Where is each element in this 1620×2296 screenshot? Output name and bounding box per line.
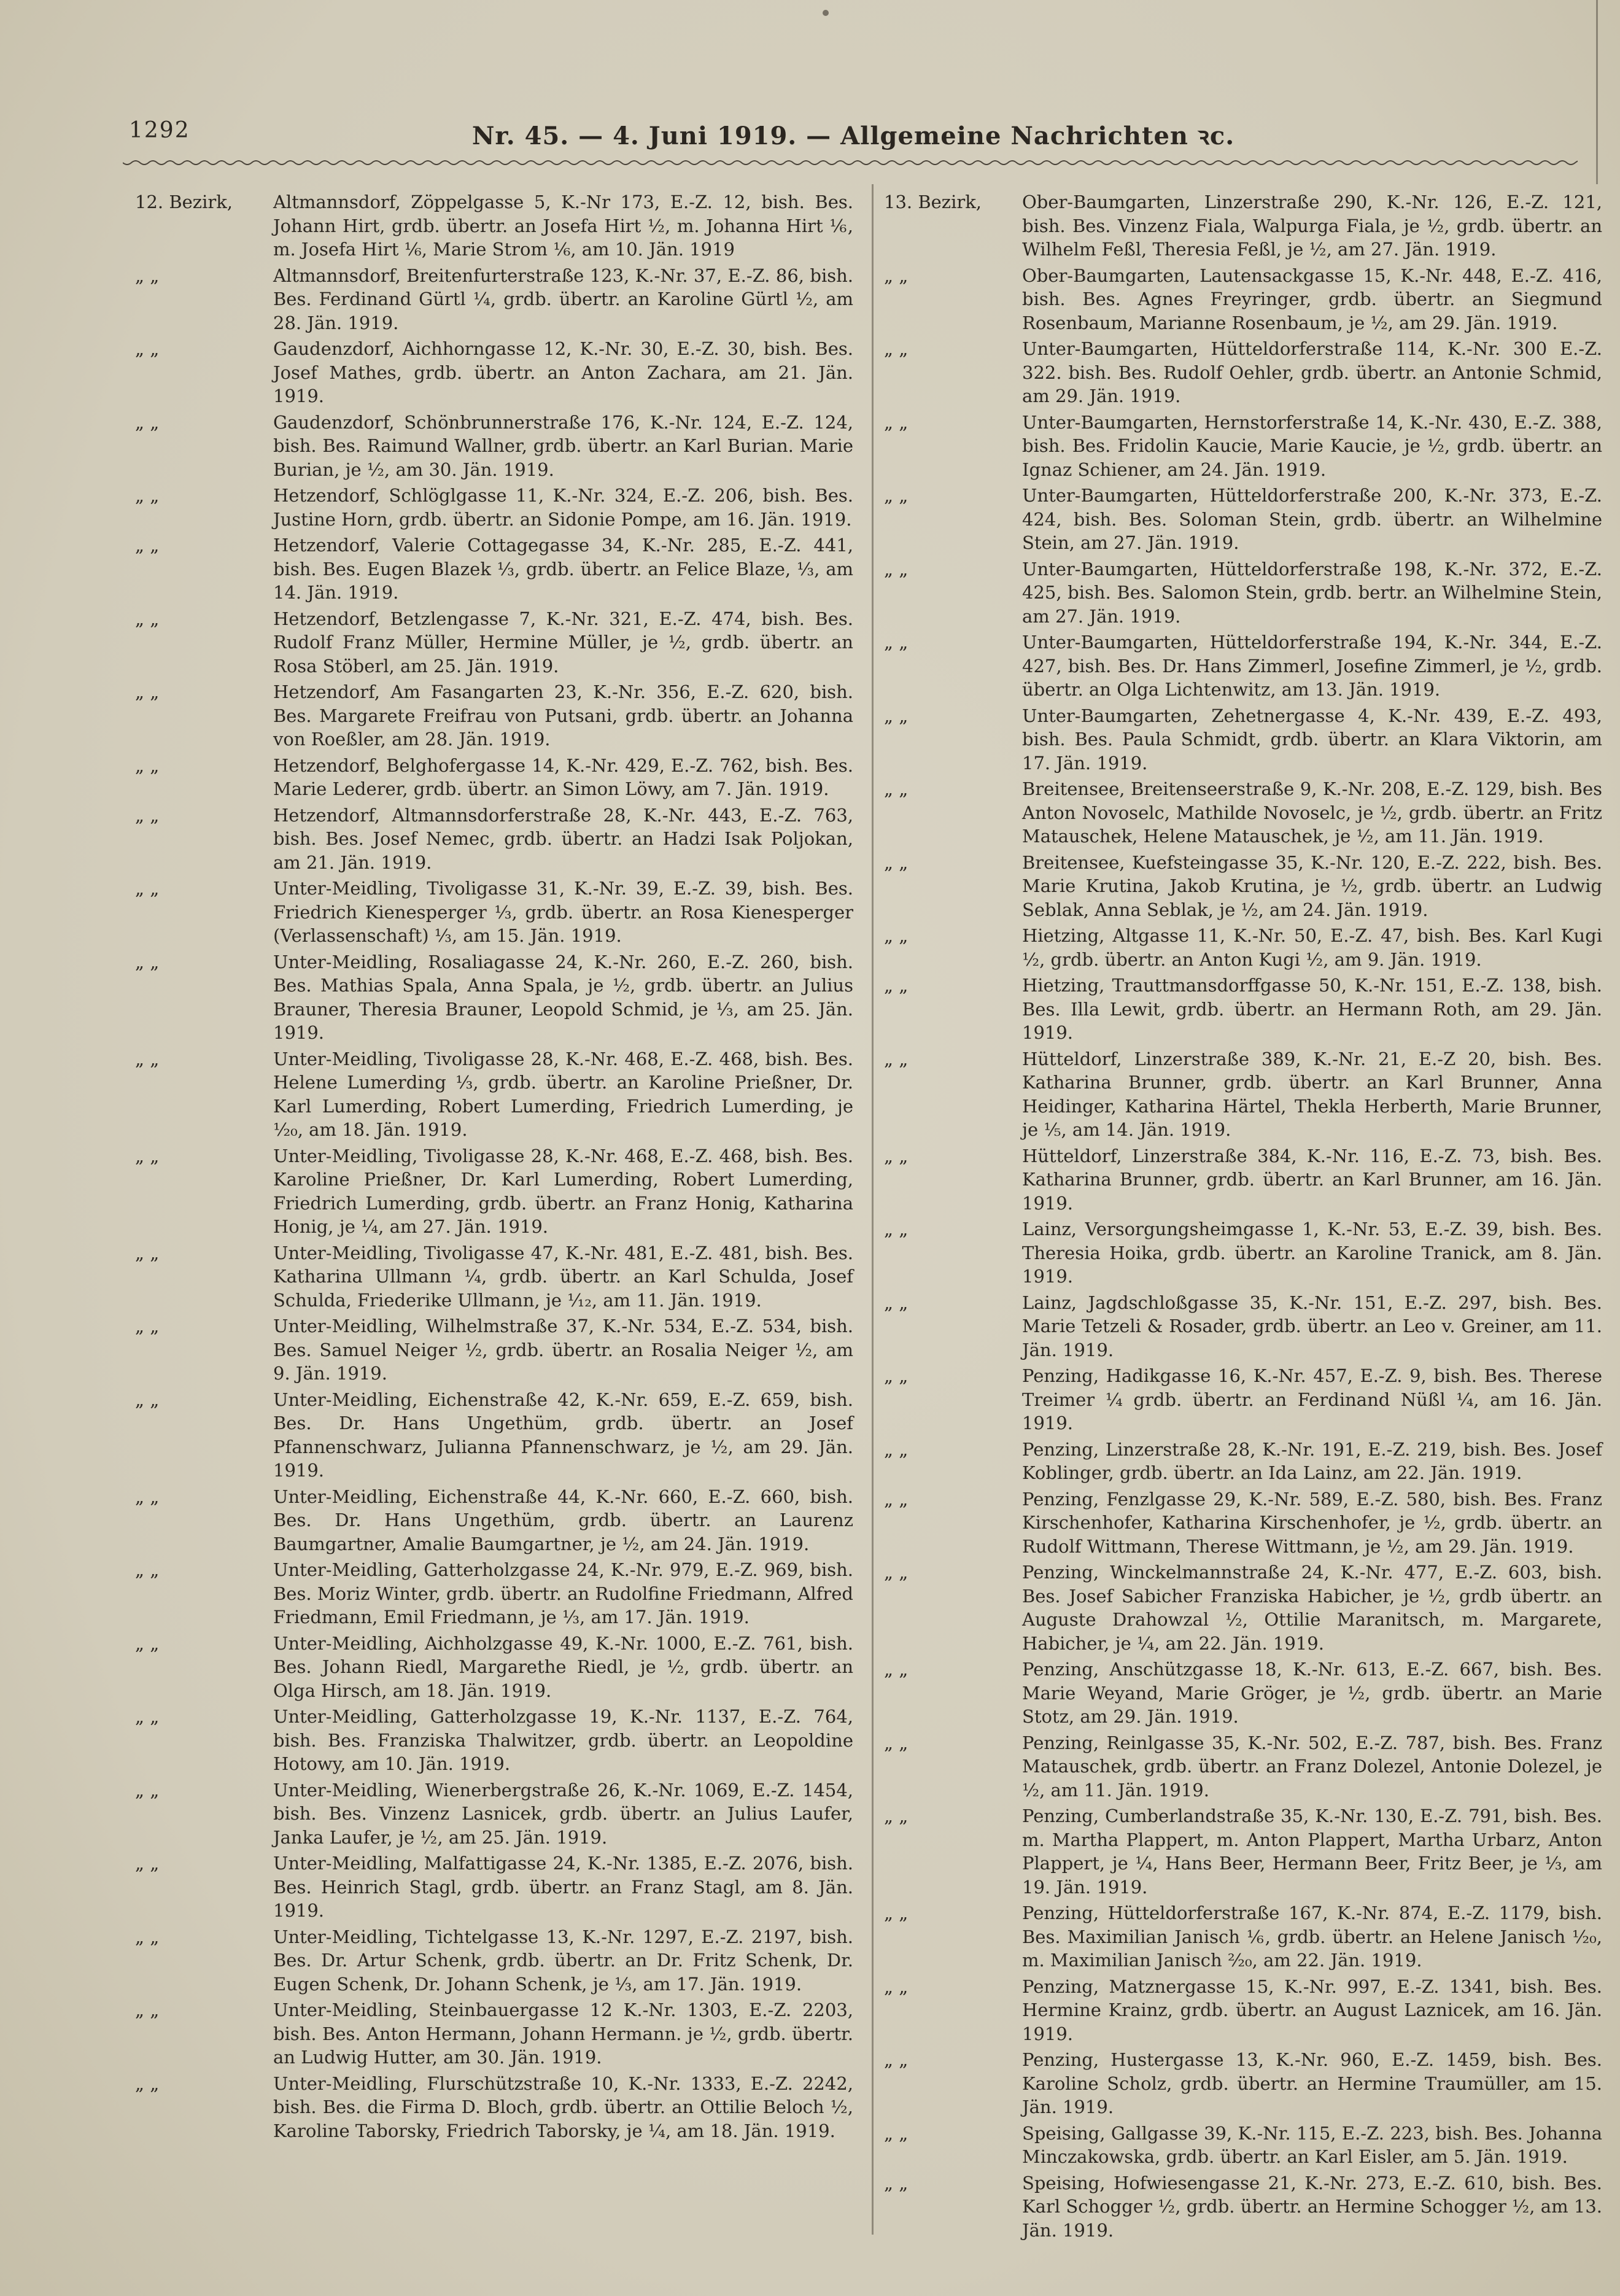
- entry-text: Breitensee, Kuefsteingasse 35, K.-Nr. 120, E.-Z. 222, bish. Bes. Marie Krutina, Jakob Krutina, je ½, grdb. übertr. an Ludwig Seblak, Anna Seblak, je ½, am 24. Jän. 1919.: [1022, 851, 1602, 920]
- register-entry: [884, 264, 1602, 335]
- register-entry: [884, 704, 1602, 775]
- entry-text: Unter-Meidling, Flurschützstraße 10, K.-Nr. 1333, E.-Z. 2242, bish. Bes. die Firma D. Bloch, grdb. übertr. an Ottilie Beloch ½, Karoline Taborsky, Friedrich Taborsky, je ¼, am 18. Jän. 1919.: [273, 2073, 853, 2141]
- entry-district-prefix: „ „: [135, 1316, 160, 1336]
- entry-district-prefix: 12. Bezirk,: [135, 192, 233, 212]
- column-divider: [872, 184, 874, 2235]
- entry-district-prefix: „ „: [884, 975, 909, 996]
- entry-district-prefix: „ „: [884, 705, 909, 726]
- entry-district-prefix: „ „: [135, 411, 160, 433]
- entry-text: Ober-Baumgarten, Lautensackgasse 15, K.-Nr. 448, E.-Z. 416, bish. Bes. Agnes Freyringer, grdb. übertr. an Siegmund Rosenbaum, Marianne Rosenbaum, je ½, am 29. Jän. 1919.: [1022, 265, 1602, 333]
- entry-district-prefix: „ „: [884, 1488, 909, 1510]
- entry-district-prefix: „ „: [884, 485, 909, 506]
- entry-district-prefix: „ „: [135, 1706, 160, 1727]
- register-entry: [135, 1388, 853, 1483]
- register-entry: [884, 2048, 1602, 2119]
- entry-district-prefix: „ „: [884, 411, 909, 433]
- entry-text: Unter-Meidling, Tivoligasse 31, K.-Nr. 39, E.-Z. 39, bish. Bes. Friedrich Kienesperger ⅓, grdb. übertr. an Rosa Kienesperger (Verlassenschaft) ⅓, am 15. Jän. 1919.: [273, 878, 853, 946]
- register-entry: [135, 680, 853, 751]
- register-entry: [135, 337, 853, 408]
- entry-district-prefix: „ „: [884, 1145, 909, 1166]
- register-entry: [135, 804, 853, 875]
- entry-text: Unter-Meidling, Steinbauergasse 12 K.-Nr. 1303, E.-Z. 2203, bish. Bes. Anton Hermann, Johann Hermann. je ½, grdb. übertr. an Ludwig Hutter, am 30. Jän. 1919.: [273, 1999, 853, 2068]
- register-entry: [135, 1778, 853, 1850]
- entry-district-prefix: „ „: [135, 878, 160, 899]
- entry-text: Unter-Meidling, Gatterholzgasse 19, K.-Nr. 1137, E.-Z. 764, bish. Bes. Franziska Thalwitzer, grdb. übertr. an Leopoldine Hotowy, am 10. Jän. 1919.: [273, 1706, 853, 1774]
- register-entry: [135, 950, 853, 1045]
- register-entry: [884, 190, 1602, 262]
- entry-district-prefix: „ „: [135, 338, 160, 359]
- entry-text: Lainz, Jagdschloßgasse 35, K.-Nr. 151, E.-Z. 297, bish. Bes. Marie Tetzeli & Rosader, grdb. übertr. an Leo v. Greiner, am 11. Jän. 1919.: [1022, 1292, 1602, 1360]
- register-entry: [135, 190, 853, 262]
- register-entry: [884, 1291, 1602, 1362]
- entry-text: Altmannsdorf, Breitenfurterstraße 123, K.-Nr. 37, E.-Z. 86, bish. Bes. Ferdinand Gürtl ¼, grdb. übertr. an Karoline Gürtl ½, am 28. Jän. 1919.: [273, 265, 853, 333]
- register-entry: [135, 1314, 853, 1386]
- register-entry: [884, 777, 1602, 848]
- entry-text: Hietzing, Trauttmansdorffgasse 50, K.-Nr. 151, E.-Z. 138, bish. Bes. Illa Lewit, grdb. übertr. an Hermann Roth, am 29. Jän. 1919.: [1022, 975, 1602, 1043]
- register-entry: [135, 1485, 853, 1556]
- register-entry: [884, 630, 1602, 702]
- entry-text: Gaudenzdorf, Schönbrunnerstraße 176, K.-Nr. 124, E.-Z. 124, bish. Bes. Raimund Wallner, grdb. übertr. an Karl Burian. Marie Burian, je ½, am 30. Jän. 1919.: [273, 411, 853, 480]
- register-entry: [135, 1852, 853, 1923]
- register-entry: [135, 607, 853, 678]
- entry-text: Unter-Meidling, Gatterholzgasse 24, K.-Nr. 979, E.-Z. 969, bish. Bes. Moriz Winter, grdb. übertr. an Rudolfine Friedmann, Alfred Friedmann, Emil Friedmann, je ⅓, am 17. Jän. 1919.: [273, 1559, 853, 1627]
- entry-district-prefix: „ „: [135, 1145, 160, 1166]
- entry-district-prefix: „ „: [135, 1999, 160, 2020]
- entry-text: Unter-Meidling, Wienerbergstraße 26, K.-Nr. 1069, E.-Z. 1454, bish. Bes. Vinzenz Lasnicek, grdb. übertr. an Julius Laufer, Janka Laufer, je ½, am 25. Jän. 1919.: [273, 1779, 853, 1848]
- register-entry: [884, 1731, 1602, 1802]
- register-entry: [135, 533, 853, 605]
- register-entry: [135, 1144, 853, 1239]
- register-entry: [135, 1705, 853, 1776]
- register-entry: [135, 1998, 853, 2069]
- entry-text: Hütteldorf, Linzerstraße 384, K.-Nr. 116, E.-Z. 73, bish. Bes. Katharina Brunner, grdb. übertr. an Karl Brunner, am 16. Jän. 1919.: [1022, 1145, 1602, 1214]
- entry-district-prefix: „ „: [135, 1926, 160, 1947]
- entry-district-prefix: „ „: [884, 558, 909, 580]
- register-entry: [135, 1047, 853, 1142]
- entry-text: Hetzendorf, Altmannsdorferstraße 28, K.-Nr. 443, E.-Z. 763, bish. Bes. Josef Nemec, grdb. übertr. an Hadzi Isak Poljokan, am 21. Jän. 1919.: [273, 804, 853, 873]
- page-header: [110, 112, 1596, 149]
- entry-text: Altmannsdorf, Zöppelgasse 5, K.-Nr 173, E.-Z. 12, bish. Bes. Johann Hirt, grdb. übertr. an Josefa Hirt ½, m. Johanna Hirt ⅙, m. Josefa Hirt ⅙, Marie Strom ⅙, am 10. Jän. 1919: [273, 192, 853, 260]
- entry-text: Penzing, Hustergasse 13, K.-Nr. 960, E.-Z. 1459, bish. Bes. Karoline Scholz, grdb. übertr. an Hermine Traumüller, am 15. Jän. 1919.: [1022, 2049, 1602, 2117]
- entry-district-prefix: „ „: [884, 1292, 909, 1313]
- register-entry: [884, 1217, 1602, 1289]
- entry-text: Unter-Baumgarten, Hernstorferstraße 14, K.-Nr. 430, E.-Z. 388, bish. Bes. Fridolin Kaucie, Marie Kaucie, je ½, grdb. übertr. an Ignaz Schiener, am 24. Jän. 1919.: [1022, 411, 1602, 480]
- entry-district-prefix: „ „: [135, 2073, 160, 2094]
- entry-district-prefix: 13. Bezirk,: [884, 192, 982, 212]
- register-entry: [884, 411, 1602, 482]
- register-entry: [884, 1438, 1602, 1485]
- entry-text: Speising, Hofwiesengasse 21, K.-Nr. 273, E.-Z. 610, bish. Bes. Karl Schogger ½, grdb. übertr. an Hermine Schogger ½, am 13. Jän. 1919.: [1022, 2172, 1602, 2241]
- register-entry: [884, 2171, 1602, 2243]
- entry-text: Hetzendorf, Schlöglgasse 11, K.-Nr. 324, E.-Z. 206, bish. Bes. Justine Horn, grdb. übertr. an Sidonie Pompe, am 16. Jän. 1919.: [273, 485, 853, 530]
- print-dot-mark: [823, 10, 829, 16]
- entry-text: Penzing, Reinlgasse 35, K.-Nr. 502, E.-Z. 787, bish. Bes. Franz Matauschek, grdb. übertr. an Franz Dolezel, Antonie Dolezel, je ½, am 11. Jän. 1919.: [1022, 1732, 1602, 1801]
- entry-text: Penzing, Hadikgasse 16, K.-Nr. 457, E.-Z. 9, bish. Bes. Therese Treimer ¼ grdb. übertr. an Ferdinand Nüßl ¼, am 16. Jän. 1919.: [1022, 1365, 1602, 1433]
- entry-district-prefix: „ „: [135, 1048, 160, 1069]
- entry-district-prefix: „ „: [135, 681, 160, 702]
- entry-district-prefix: „ „: [135, 754, 160, 776]
- entry-district-prefix: „ „: [884, 1048, 909, 1069]
- page-title: Nr. 45. — 4. Juni 1919. — Allgemeine Nachrichten ꝛc.: [471, 122, 1235, 150]
- entry-text: Unter-Meidling, Tivoligasse 28, K.-Nr. 468, E.-Z. 468, bish. Bes. Karoline Prießner, Dr. Karl Lumerding, Robert Lumerding, Friedrich Lumerding, grdb. übertr. an Franz Honig, Katharina Honig, je ¼, am 27. Jän. 1919.: [273, 1145, 853, 1237]
- page-number: 1292: [129, 118, 190, 143]
- wavy-divider-line: [123, 157, 1578, 169]
- entry-district-prefix: „ „: [135, 1853, 160, 1874]
- register-entry: [884, 1975, 1602, 2046]
- register-entry: [884, 484, 1602, 555]
- entry-text: Lainz, Versorgungsheimgasse 1, K.-Nr. 53, E.-Z. 39, bish. Bes. Theresia Hoika, grdb. übertr. an Karoline Tranick, am 8. Jän. 1919.: [1022, 1219, 1602, 1287]
- entry-text: Penzing, Fenzlgasse 29, K.-Nr. 589, E.-Z. 580, bish. Bes. Franz Kirschenhofer, Katharina Kirschenhofer, je ½, grdb. übertr. an Rudolf Wittmann, Therese Wittmann, je ½, am 29. Jän. 1919.: [1022, 1488, 1602, 1557]
- entry-district-prefix: „ „: [884, 2122, 909, 2144]
- register-entry: [135, 2072, 853, 2143]
- entry-text: Penzing, Hütteldorferstraße 167, K.-Nr. 874, E.-Z. 1179, bish. Bes. Maximilian Janisch ⅙, grdb. übertr. an Helene Janisch ¹⁄₂₀, m. Maximilian Janisch ²⁄₂₀, am 22. Jän. 1919.: [1022, 1902, 1602, 1971]
- entry-district-prefix: „ „: [884, 1902, 909, 1923]
- entry-text: Penzing, Winckelmannstraße 24, K.-Nr. 477, E.-Z. 603, bish. Bes. Josef Sabicher Franziska Habicher, je ½, grdb übertr. an Auguste Drahowzal ½, Ottilie Maranitsch, m. Margarete, Habicher, je ¼, am 22. Jän. 1919.: [1022, 1562, 1602, 1654]
- entry-text: Unter-Meidling, Rosaliagasse 24, K.-Nr. 260, E.-Z. 260, bish. Bes. Mathias Spala, Anna Spala, je ½, grdb. übertr. an Julius Brauner, Theresia Brauner, Leopold Schmid, je ⅓, am 25. Jän. 1919.: [273, 951, 853, 1043]
- entry-district-prefix: „ „: [884, 925, 909, 946]
- register-entry: [884, 1364, 1602, 1435]
- entry-district-prefix: „ „: [135, 804, 160, 826]
- entry-district-prefix: „ „: [884, 338, 909, 359]
- entry-text: Hetzendorf, Belghofergasse 14, K.-Nr. 429, E.-Z. 762, bish. Bes. Marie Lederer, grdb. übertr. an Simon Löwy, am 7. Jän. 1919.: [273, 754, 853, 799]
- register-entry: [135, 1925, 853, 1996]
- register-entry: [884, 337, 1602, 408]
- entry-text: Unter-Meidling, Malfattigasse 24, K.-Nr. 1385, E.-Z. 2076, bish. Bes. Heinrich Stagl, grdb. übertr. an Franz Stagl, am 8. Jän. 1919.: [273, 1853, 853, 1921]
- entry-district-prefix: „ „: [884, 2172, 909, 2193]
- entry-district-prefix: „ „: [135, 1632, 160, 1654]
- entry-text: Hietzing, Altgasse 11, K.-Nr. 50, E.-Z. 47, bish. Bes. Karl Kugi ½, grdb. übertr. an Anton Kugi ½, am 9. Jän. 1919.: [1022, 925, 1602, 970]
- entry-district-prefix: „ „: [135, 1779, 160, 1801]
- entry-text: Speising, Gallgasse 39, K.-Nr. 115, E.-Z. 223, bish. Bes. Johanna Minczakowska, grdb. übertr. an Karl Eisler, am 5. Jän. 1919.: [1022, 2122, 1602, 2167]
- entry-district-prefix: „ „: [884, 1659, 909, 1680]
- entry-district-prefix: „ „: [884, 2049, 909, 2070]
- entry-text: Penzing, Linzerstraße 28, K.-Nr. 191, E.-Z. 219, bish. Bes. Josef Koblinger, grdb. übertr. an Ida Lainz, am 22. Jän. 1919.: [1022, 1438, 1602, 1483]
- entry-text: Hetzendorf, Betzlengasse 7, K.-Nr. 321, E.-Z. 474, bish. Bes. Rudolf Franz Müller, Hermine Müller, je ½, grdb. übertr. an Rosa Stöberl, am 25. Jän. 1919.: [273, 608, 853, 677]
- register-entry: [135, 1241, 853, 1313]
- register-entry: [884, 974, 1602, 1045]
- register-entry: [884, 1487, 1602, 1559]
- register-entry: [884, 2122, 1602, 2169]
- entry-text: Unter-Meidling, Aichholzgasse 49, K.-Nr. 1000, E.-Z. 761, bish. Bes. Johann Riedl, Margarethe Riedl, je ½, grdb. übertr. an Olga Hirsch, am 18. Jän. 1919.: [273, 1632, 853, 1701]
- entry-district-prefix: „ „: [135, 1242, 160, 1263]
- entry-text: Hütteldorf, Linzerstraße 389, K.-Nr. 21, E.-Z 20, bish. Bes. Katharina Brunner, grdb. übertr. an Karl Brunner, Anna Heidinger, Katharina Härtel, Thekla Herberth, Marie Brunner, je ⅕, am 14. Jän. 1919.: [1022, 1048, 1602, 1140]
- register-entry: [135, 1632, 853, 1703]
- entry-text: Unter-Baumgarten, Hütteldorferstraße 114, K.-Nr. 300 E.-Z. 322. bish. Bes. Rudolf Oehler, grdb. übertr. an Antonie Schmid, am 29. Jän. 1919.: [1022, 338, 1602, 406]
- register-entry: [135, 264, 853, 335]
- register-entry: [135, 484, 853, 531]
- entry-district-prefix: „ „: [884, 1562, 909, 1583]
- entry-district-prefix: „ „: [135, 535, 160, 556]
- entry-text: Ober-Baumgarten, Linzerstraße 290, K.-Nr. 126, E.-Z. 121, bish. Bes. Vinzenz Fiala, Walpurga Fiala, je ½, grdb. übertr. an Wilhelm Feßl, Theresia Feßl, je ½, am 27. Jän. 1919.: [1022, 192, 1602, 260]
- register-entry: [884, 924, 1602, 971]
- entry-text: Breitensee, Breitenseerstraße 9, K.-Nr. 208, E.-Z. 129, bish. Bes Anton Novoselc, Mathilde Novoselc, je ½, grdb. übertr. an Fritz Matauschek, Helene Matauschek, je ½, am 11. Jän. 1919.: [1022, 778, 1602, 847]
- entry-district-prefix: „ „: [135, 485, 160, 506]
- entry-district-prefix: „ „: [884, 851, 909, 873]
- entry-text: Hetzendorf, Valerie Cottagegasse 34, K.-Nr. 285, E.-Z. 441, bish. Bes. Eugen Blazek ⅓, grdb. übertr. an Felice Blaze, ⅓, am 14. Jän. 1919.: [273, 535, 853, 603]
- entry-text: Unter-Meidling, Eichenstraße 42, K.-Nr. 659, E.-Z. 659, bish. Bes. Dr. Hans Ungethüm, grdb. übertr. an Josef Pfannenschwarz, Julianna Pfannenschwarz, je ½, am 29. Jän. 1919.: [273, 1389, 853, 1481]
- register-entry: [135, 1558, 853, 1629]
- register-entry: [884, 557, 1602, 629]
- entry-district-prefix: „ „: [884, 1438, 909, 1460]
- right-column: [884, 190, 1602, 2241]
- register-entry: [135, 877, 853, 948]
- left-column: [135, 190, 853, 2235]
- entry-district-prefix: „ „: [135, 1486, 160, 1507]
- entry-district-prefix: „ „: [135, 951, 160, 972]
- register-entry: [135, 754, 853, 801]
- entry-district-prefix: „ „: [884, 1976, 909, 1997]
- register-entry: [884, 1047, 1602, 1142]
- entry-text: Unter-Meidling, Tivoligasse 28, K.-Nr. 468, E.-Z. 468, bish. Bes. Helene Lumerding ⅓, grdb. übertr. an Karoline Prießner, Dr. Karl Lumerding, Robert Lumerding, Friedrich Lumerding, je ¹⁄₂₀, am 18. Jän. 1919.: [273, 1048, 853, 1140]
- entry-district-prefix: „ „: [135, 1559, 160, 1580]
- register-entry: [884, 1658, 1602, 1729]
- register-entry: [884, 1561, 1602, 1655]
- entry-text: Unter-Meidling, Wilhelmstraße 37, K.-Nr. 534, E.-Z. 534, bish. Bes. Samuel Neiger ½, grdb. übertr. an Rosalia Neiger ½, am 9. Jän. 1919.: [273, 1316, 853, 1384]
- entry-text: Penzing, Matznergasse 15, K.-Nr. 997, E.-Z. 1341, bish. Bes. Hermine Krainz, grdb. übertr. an August Laznicek, am 16. Jän. 1919.: [1022, 1976, 1602, 2044]
- entry-text: Penzing, Anschützgasse 18, K.-Nr. 613, E.-Z. 667, bish. Bes. Marie Weyand, Marie Gröger, je ½, grdb. übertr. an Marie Stotz, am 29. Jän. 1919.: [1022, 1659, 1602, 1727]
- entry-district-prefix: „ „: [884, 778, 909, 799]
- entry-text: Unter-Baumgarten, Hütteldorferstraße 198, K.-Nr. 372, E.-Z. 425, bish. Bes. Salomon Stein, grdb. bertr. an Wilhelmine Stein, am 27. Jän. 1919.: [1022, 558, 1602, 627]
- entry-text: Unter-Meidling, Eichenstraße 44, K.-Nr. 660, E.-Z. 660, bish. Bes. Dr. Hans Ungethüm, grdb. übertr. an Laurenz Baumgartner, Amalie Baumgartner, je ½, am 24. Jän. 1919.: [273, 1486, 853, 1554]
- page-fold-mark: [1596, 0, 1602, 184]
- entry-district-prefix: „ „: [884, 1805, 909, 1826]
- entry-district-prefix: „ „: [884, 632, 909, 653]
- entry-district-prefix: „ „: [135, 265, 160, 286]
- register-entry: [884, 1901, 1602, 1972]
- entry-text: Unter-Baumgarten, Zehetnergasse 4, K.-Nr. 439, E.-Z. 493, bish. Bes. Paula Schmidt, grdb. übertr. an Klara Viktorin, am 17. Jän. 1919.: [1022, 705, 1602, 774]
- register-entry: [135, 411, 853, 482]
- entry-district-prefix: „ „: [884, 1219, 909, 1239]
- entry-text: Hetzendorf, Am Fasangarten 23, K.-Nr. 356, E.-Z. 620, bish. Bes. Margarete Freifrau von Putsani, grdb. übertr. an Johanna von Roeßler, am 28. Jän. 1919.: [273, 681, 853, 750]
- entry-district-prefix: „ „: [135, 1389, 160, 1410]
- entry-district-prefix: „ „: [884, 1732, 909, 1753]
- register-entry: [884, 1804, 1602, 1899]
- entry-district-prefix: „ „: [135, 608, 160, 629]
- entry-text: Unter-Baumgarten, Hütteldorferstraße 200, K.-Nr. 373, E.-Z. 424, bish. Bes. Soloman Stein, grdb. übertr. an Wilhelmine Stein, am 27. Jän. 1919.: [1022, 485, 1602, 553]
- entry-text: Penzing, Cumberlandstraße 35, K.-Nr. 130, E.-Z. 791, bish. Bes. m. Martha Plappert, m. Anton Plappert, Martha Urbarz, Anton Plappert, je ¼, Hans Beer, Hermann Beer, Fritz Beer, je ⅓, am 19. Jän. 1919.: [1022, 1805, 1602, 1898]
- entry-text: Unter-Baumgarten, Hütteldorferstraße 194, K.-Nr. 344, E.-Z. 427, bish. Bes. Dr. Hans Zimmerl, Josefine Zimmerl, je ½, grdb. übertr. an Olga Lichtenwitz, am 13. Jän. 1919.: [1022, 632, 1602, 700]
- entry-district-prefix: „ „: [884, 1365, 909, 1386]
- register-entry: [884, 1144, 1602, 1216]
- entry-text: Unter-Meidling, Tivoligasse 47, K.-Nr. 481, E.-Z. 481, bish. Bes. Katharina Ullmann ¼, grdb. übertr. an Karl Schulda, Josef Schulda, Friederike Ullmann, je ¹⁄₁₂, am 11. Jän. 1919.: [273, 1242, 853, 1311]
- entry-text: Gaudenzdorf, Aichhorngasse 12, K.-Nr. 30, E.-Z. 30, bish. Bes. Josef Mathes, grdb. übertr. an Anton Zachara, am 21. Jän. 1919.: [273, 338, 853, 406]
- entry-text: Unter-Meidling, Tichtelgasse 13, K.-Nr. 1297, E.-Z. 2197, bish. Bes. Dr. Artur Schenk, grdb. übertr. an Dr. Fritz Schenk, Dr. Eugen Schenk, Dr. Johann Schenk, je ⅓, am 17. Jän. 1919.: [273, 1926, 853, 1995]
- entry-district-prefix: „ „: [884, 265, 909, 286]
- register-entry: [884, 851, 1602, 922]
